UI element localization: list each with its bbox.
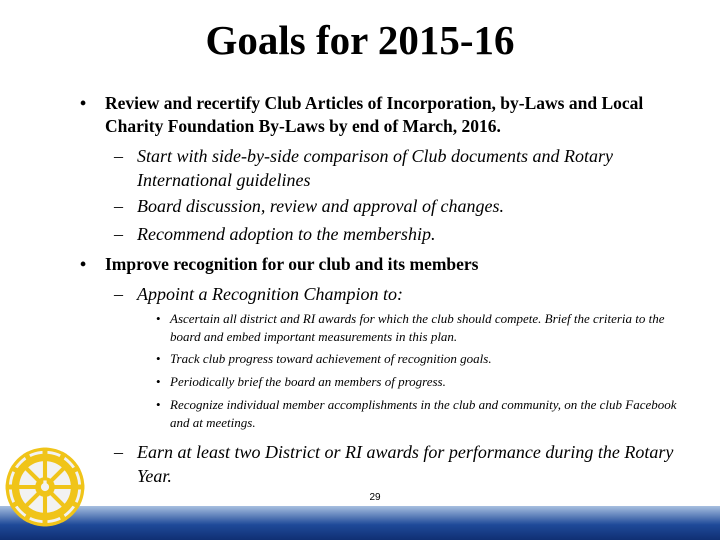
- list-item-text: Track club progress toward achievement of recognition goals.: [170, 351, 492, 366]
- list-item: [156, 373, 698, 391]
- dash-icon: –: [114, 146, 123, 166]
- list-item: [114, 222, 692, 246]
- dash-icon: –: [114, 224, 123, 244]
- dash-icon: –: [114, 284, 123, 304]
- list-item-text: Recommend adoption to the membership.: [137, 224, 436, 244]
- bullet-icon: •: [156, 374, 161, 389]
- list-item-text: Periodically brief the board an members of progress.: [170, 374, 446, 389]
- list-item-text: Start with side-by-side comparison of Club documents and Rotary International guidelines: [137, 146, 613, 190]
- list-item-text: Ascertain all district and RI awards for which the club should compete. Brief the criteria to the board and embed important measurements in this plan.: [170, 311, 665, 344]
- list-item: [156, 310, 698, 346]
- page-number: 29: [369, 492, 381, 503]
- list-item: [80, 253, 695, 276]
- page-title: Goals for 2015-16: [205, 17, 515, 63]
- bullet-icon: •: [156, 311, 161, 326]
- list-item-text: Earn at least two District or RI awards for performance during the Rotary Year.: [137, 442, 674, 486]
- list-item-text: Review and recertify Club Articles of Incorporation, by-Laws and Local Charity Foundation By-Laws by end of March, 2016.: [105, 93, 644, 136]
- list-item-text: Board discussion, review and approval of changes.: [137, 196, 504, 216]
- list-item: [156, 350, 698, 368]
- footer-band: [0, 506, 720, 540]
- rotary-wheel-logo-icon: [4, 446, 86, 528]
- list-item: [156, 396, 698, 432]
- bullet-icon: •: [156, 351, 161, 366]
- bullet-icon: •: [80, 93, 87, 113]
- list-item: [114, 194, 692, 218]
- dash-icon: –: [114, 442, 123, 462]
- list-item: [114, 144, 692, 192]
- dash-icon: –: [114, 196, 123, 216]
- bullet-icon: •: [80, 254, 87, 274]
- list-item-text: Recognize individual member accomplishments in the club and community, on the club Facebook and at meetings.: [170, 397, 677, 430]
- list-item: [114, 440, 692, 488]
- list-item: [80, 92, 695, 138]
- list-item: [114, 282, 692, 306]
- list-item-text: Improve recognition for our club and its members: [105, 254, 479, 274]
- list-item-text: Appoint a Recognition Champion to:: [137, 284, 403, 304]
- bullet-icon: •: [156, 397, 161, 412]
